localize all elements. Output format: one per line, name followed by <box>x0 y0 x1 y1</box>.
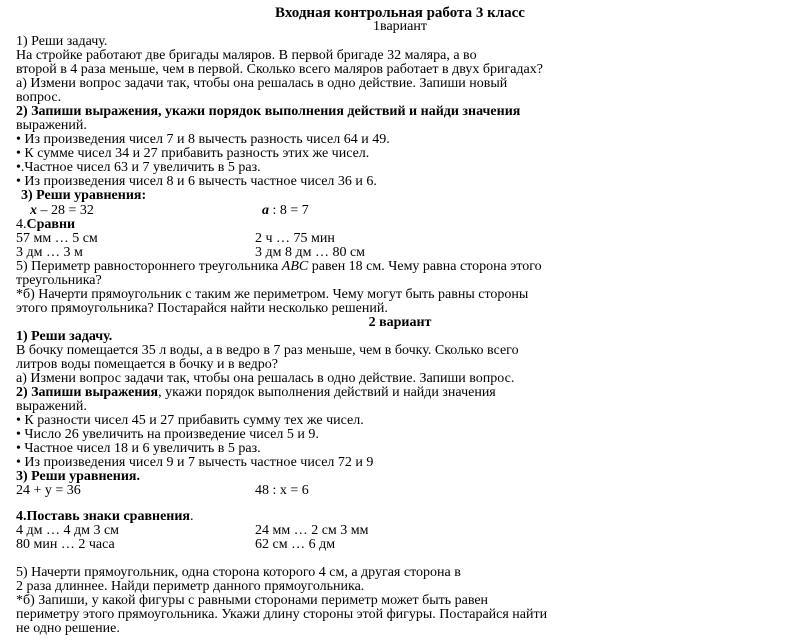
v1-compare-left: 3 дм … 3 м <box>16 245 83 260</box>
v1-task5-line: *б) Начерти прямоугольник с таким же периметром. Чему могут быть равны стороны <box>16 287 529 302</box>
v2-task2-item: • К разности чисел 45 и 27 прибавить сумму тех же чисел. <box>16 413 364 428</box>
v1-task5-line: треугольника? <box>16 273 102 288</box>
task-keyword: Сравни <box>26 217 76 232</box>
v1-task3-label: 3) Реши уравнения: <box>21 188 147 203</box>
equation-rest: – 28 = 32 <box>37 203 94 218</box>
v2-task2-label <box>16 386 496 400</box>
v1-task1-line: вопрос. <box>16 90 62 105</box>
v2-task2-item: • Из произведения чисел 9 и 7 вычесть частное чисел 72 и 9 <box>16 455 374 470</box>
v2-task2-item: • Частное чисел 18 и 6 увеличить в 5 раз. <box>16 441 261 456</box>
v1-task5-line: этого прямоугольника? Постарайся найти несколько решений. <box>16 301 388 316</box>
v2-compare-left: 80 мин … 2 часа <box>16 537 115 552</box>
v2-task2-item: • Число 26 увеличить на произведение чисел 5 и 9. <box>16 427 319 442</box>
variant-1-heading: 1вариант <box>373 19 427 34</box>
v1-task2-label: 2) Запиши выражения, укажи порядок выполнения действий и найди значения <box>16 104 521 119</box>
v2-task3-label: 3) Реши уравнения. <box>16 469 140 484</box>
text-part: 5) Периметр равностороннего треугольника <box>16 259 282 274</box>
v2-task5-line: 5) Начерти прямоугольник, одна сторона которого 4 см, а другая сторона в <box>16 565 461 580</box>
v1-equation-2 <box>262 204 309 218</box>
v2-task1-line: а) Измени вопрос задачи так, чтобы она решалась в одно действие. Запиши вопрос. <box>16 371 515 386</box>
v2-task2-line: выражений. <box>16 399 87 414</box>
text-part: равен 18 см. Чему равна сторона этого <box>308 259 542 274</box>
v2-equation-2: 48 : х = 6 <box>255 483 309 498</box>
text-part: , укажи порядок выполнения действий и найди значения <box>158 385 496 400</box>
v1-task1-label: 1) Реши задачу. <box>16 34 108 49</box>
equation-rest: : 8 = 7 <box>269 203 309 218</box>
equation-variable: a <box>262 203 269 218</box>
text-part: . <box>190 509 194 524</box>
triangle-name: ABC <box>281 259 309 274</box>
v1-task2-item: • Из произведения чисел 7 и 8 вычесть разность чисел 64 и 49. <box>16 132 390 147</box>
v2-task1-line: В бочку помещается 35 л воды, а в ведро в 7 раз меньше, чем в бочку. Сколько всего <box>16 343 519 358</box>
v1-equation-1 <box>30 204 94 218</box>
v1-task1-line: На стройке работают две бригады маляров. В первой бригаде 32 маляра, а во <box>16 48 477 63</box>
v1-compare-left: 57 мм … 5 см <box>16 231 98 246</box>
v2-compare-right: 24 мм … 2 см 3 мм <box>255 523 369 538</box>
v2-task5-line: *б) Запиши, у какой фигуры с равными сторонами периметр может быть равен <box>16 593 489 608</box>
v2-task4-label <box>16 510 194 524</box>
v1-task5-line <box>16 260 542 274</box>
v2-task5-line: не одно решение. <box>16 621 120 636</box>
task-keyword: 2) Запиши выражения <box>16 385 159 400</box>
v1-task4-label <box>16 218 75 232</box>
v2-task1-line: литров воды помещается в бочку и в ведро? <box>16 357 278 372</box>
v1-task2-item: •.Частное чисел 63 и 7 увеличить в 5 раз. <box>16 160 261 175</box>
v1-task2-line: выражений. <box>16 118 87 133</box>
v1-task1-line: второй в 4 раза меньше, чем в первой. Сколько всего маляров работает в двух бригадах? <box>16 62 543 77</box>
variant-2-heading: 2 вариант <box>368 315 432 330</box>
v1-task2-item: • К сумме чисел 34 и 27 прибавить разность этих же чисел. <box>16 146 370 161</box>
v1-compare-right: 3 дм 8 дм … 80 см <box>255 245 366 260</box>
page-title: Входная контрольная работа 3 класс <box>275 5 525 21</box>
v1-task1-line: а) Измени вопрос задачи так, чтобы она решалась в одно действие. Запиши новый <box>16 76 508 91</box>
v2-compare-right: 62 см … 6 дм <box>255 537 336 552</box>
v2-compare-left: 4 дм … 4 дм 3 см <box>16 523 120 538</box>
v2-equation-1: 24 + у = 36 <box>16 483 81 498</box>
v1-task2-item: • Из произведения чисел 8 и 6 вычесть частное чисел 36 и 6. <box>16 174 377 189</box>
v2-task1-label: 1) Реши задачу. <box>16 329 113 344</box>
equation-variable: x <box>30 203 37 218</box>
task-number: 4. <box>16 217 27 232</box>
v2-task5-line: 2 раза длиннее. Найди периметр данного прямоугольника. <box>16 579 365 594</box>
v1-compare-right: 2 ч … 75 мин <box>255 231 335 246</box>
task-keyword: 4.Поставь знаки сравнения <box>16 509 190 524</box>
v2-task5-line: периметру этого прямоугольника. Укажи длину стороны этой фигуры. Постарайся найти <box>16 607 548 622</box>
